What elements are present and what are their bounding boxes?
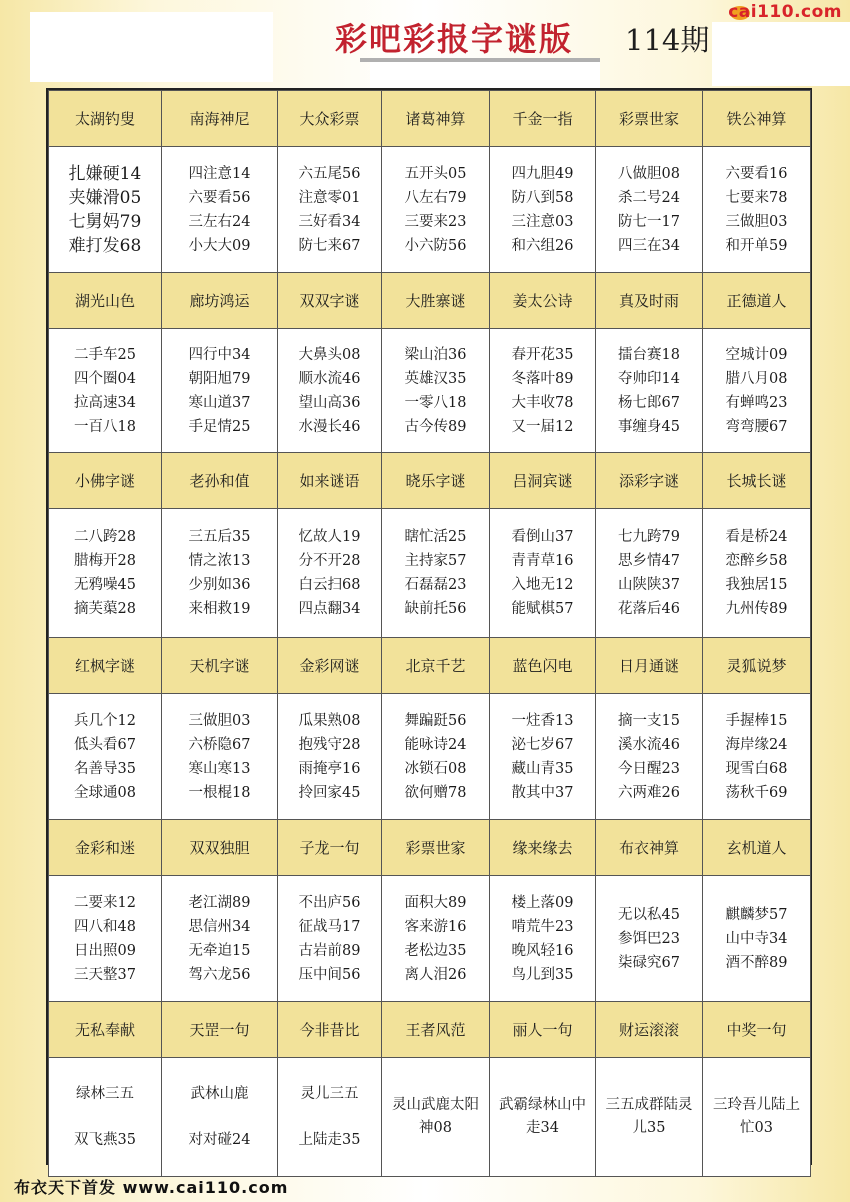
title-underline: [360, 58, 600, 62]
riddle-row: [49, 329, 811, 453]
riddle-cell: [382, 1058, 490, 1177]
header-row: [49, 273, 811, 329]
riddle-line: 三注意03: [511, 213, 574, 230]
riddle-cell: [162, 1058, 278, 1177]
riddle-line: 四个圈04: [74, 370, 136, 387]
riddle-line: 二八跨28: [74, 529, 136, 545]
riddle-line: 石磊磊23: [404, 577, 467, 593]
expert-name-cell: 吕洞宾谜: [490, 453, 596, 509]
riddle-line: 瞎忙活25: [404, 529, 467, 545]
riddle-line: 六两难26: [618, 784, 680, 801]
riddle-line: 走34: [526, 1120, 559, 1136]
riddle-cell: [162, 329, 278, 453]
riddle-line: 一零八18: [404, 394, 467, 411]
riddle-line: 名善导35: [74, 760, 136, 777]
riddle-cell: [490, 1058, 596, 1177]
riddle-cell: [596, 694, 703, 820]
riddle-cell: [490, 694, 596, 820]
riddle-line: 溪水流46: [618, 736, 680, 753]
riddle-line: 水漫长46: [298, 418, 361, 435]
riddle-line: 冬落叶89: [511, 370, 574, 387]
expert-name-cell: 真及时雨: [596, 273, 703, 329]
riddle-cell: [490, 876, 596, 1002]
riddle-line: 大丰收78: [511, 394, 574, 411]
top-right-blank-patch: [712, 22, 850, 86]
riddle-line: 六要看16: [725, 165, 788, 182]
riddle-line: 神08: [419, 1120, 452, 1136]
riddle-line: 朝阳旭79: [188, 370, 251, 387]
riddle-row: [49, 876, 811, 1002]
expert-name-cell: 天罡一句: [162, 1002, 278, 1058]
riddle-line: 夺帅印14: [618, 370, 680, 387]
riddle-row: [49, 1058, 811, 1177]
riddle-line: 瓜果熟08: [298, 712, 361, 729]
riddle-line: 一百八18: [74, 418, 136, 435]
expert-name-cell: 正德道人: [703, 273, 811, 329]
expert-name-cell: 天机字谜: [162, 638, 278, 694]
riddle-row: [49, 694, 811, 820]
riddle-line: 五开头05: [404, 165, 467, 182]
riddle-line: 腊八月08: [725, 370, 788, 387]
riddle-line: 楼上落09: [511, 894, 574, 911]
riddle-line: 夹嫌滑05: [68, 187, 142, 208]
riddle-cell: [596, 1058, 703, 1177]
riddle-cell: [49, 329, 162, 453]
riddle-line: 少别如36: [188, 577, 251, 593]
riddle-line: 无以私45: [618, 906, 680, 923]
riddle-line: 四点翻34: [298, 601, 361, 617]
expert-name-cell: 姜太公诗: [490, 273, 596, 329]
riddle-line: 三左右24: [188, 213, 251, 230]
riddle-line: 腊梅开28: [74, 553, 136, 569]
riddle-line: 武林山鹿: [190, 1086, 249, 1102]
expert-name-cell: 大众彩票: [278, 91, 382, 147]
riddle-line: 顺水流46: [298, 370, 361, 387]
expert-name-cell: 大胜寨谜: [382, 273, 490, 329]
riddle-cell: [596, 509, 703, 638]
riddle-line: 绿林三五: [76, 1086, 134, 1102]
riddle-line: 麒麟梦57: [725, 906, 788, 923]
riddle-line: 青青草16: [511, 553, 574, 569]
expert-name-cell: 小佛字谜: [49, 453, 162, 509]
expert-name-cell: 彩票世家: [596, 91, 703, 147]
issue-number: 114期: [625, 23, 710, 57]
riddle-line: 缺前托56: [404, 601, 467, 617]
riddle-cell: [162, 876, 278, 1002]
page-title: 彩吧彩报字谜版: [335, 20, 574, 58]
riddle-line: 今日醒23: [618, 760, 680, 777]
riddle-cell: [703, 694, 811, 820]
riddle-line: 低头看67: [74, 736, 136, 753]
riddle-line: 忆故人19: [298, 529, 361, 545]
riddle-line: 杀二号24: [618, 189, 680, 206]
riddle-line: 驾六龙56: [188, 966, 251, 983]
riddle-line: 参饵巴23: [618, 930, 680, 947]
riddle-cell: [596, 876, 703, 1002]
riddle-cell: [49, 147, 162, 273]
riddle-line: 客来游16: [404, 918, 467, 935]
riddle-line: 三做胆03: [188, 712, 251, 729]
riddle-line: 难打发68: [68, 235, 142, 256]
riddle-line: 和六组26: [511, 237, 574, 254]
expert-name-cell: 红枫字谜: [49, 638, 162, 694]
expert-name-cell: 廊坊鸿运: [162, 273, 278, 329]
riddle-line: 舞蹁跹56: [404, 712, 467, 729]
riddle-line: 冰锁石08: [404, 760, 467, 777]
riddle-line: 不出庐56: [298, 894, 361, 911]
riddle-line: 海岸缘24: [725, 736, 788, 753]
riddle-line: 无鸦噪45: [74, 577, 136, 593]
riddle-line: 藏山青35: [511, 760, 574, 777]
riddle-line: 二手车25: [74, 346, 136, 363]
riddle-line: 能咏诗24: [404, 736, 467, 753]
expert-name-cell: 添彩字谜: [596, 453, 703, 509]
expert-name-cell: 彩票世家: [382, 820, 490, 876]
expert-name-cell: 子龙一句: [278, 820, 382, 876]
riddle-cell: [382, 876, 490, 1002]
header-row: [49, 453, 811, 509]
expert-name-cell: 玄机道人: [703, 820, 811, 876]
expert-name-cell: 千金一指: [490, 91, 596, 147]
riddle-line: 有蝉鸣23: [725, 394, 788, 411]
riddle-line: 入地无12: [511, 577, 574, 593]
riddle-line: 拉高速34: [74, 394, 136, 411]
expert-name-cell: 丽人一句: [490, 1002, 596, 1058]
expert-name-cell: 缘来缘去: [490, 820, 596, 876]
riddle-cell: [703, 147, 811, 273]
riddle-line: 啃荒牛23: [511, 918, 574, 935]
riddle-line: 现雪白68: [725, 760, 788, 777]
riddle-line: 防七一17: [618, 213, 680, 230]
riddle-line: 空城计09: [725, 346, 788, 363]
riddle-line: 杨七郎67: [618, 394, 680, 411]
riddle-cell: [596, 329, 703, 453]
riddle-cell: [703, 1058, 811, 1177]
riddle-line: 三玲吾儿陆上: [713, 1097, 800, 1113]
riddle-cell: [490, 147, 596, 273]
riddle-cell: [278, 147, 382, 273]
riddle-line: 荡秋千69: [725, 784, 788, 801]
riddle-line: 扎嫌硬14: [68, 163, 142, 184]
riddle-line: 日出照09: [74, 942, 136, 959]
expert-name-cell: 灵狐说梦: [703, 638, 811, 694]
riddle-cell: [703, 329, 811, 453]
riddle-cell: [278, 509, 382, 638]
riddle-line: 防八到58: [511, 189, 574, 206]
riddle-line: 四八和48: [74, 918, 136, 935]
riddle-line: 老松边35: [404, 942, 467, 959]
expert-name-cell: 铁公神算: [703, 91, 811, 147]
riddle-line: 古今传89: [404, 418, 467, 435]
riddle-line: 老江湖89: [188, 894, 251, 911]
riddle-line: 防七来67: [298, 237, 361, 254]
riddle-line: 看是桥24: [725, 529, 788, 545]
riddle-cell: [703, 509, 811, 638]
riddle-line: 注意零01: [298, 189, 361, 206]
riddle-line: 又一届12: [511, 418, 574, 435]
riddle-cell: [162, 147, 278, 273]
riddle-line: 思信州34: [188, 918, 251, 935]
riddle-line: 手足情25: [188, 418, 251, 435]
riddle-line: 三五后35: [188, 529, 251, 545]
expert-name-cell: 北京千艺: [382, 638, 490, 694]
riddle-line: 泌七岁67: [511, 736, 574, 753]
riddle-line: 擂台赛18: [618, 346, 680, 363]
expert-name-cell: 南海神尼: [162, 91, 278, 147]
riddle-line: 和开单59: [725, 237, 788, 254]
riddle-line: 摘一支15: [618, 712, 680, 729]
riddle-line: 抱残守28: [298, 736, 361, 753]
expert-name-cell: 无私奉献: [49, 1002, 162, 1058]
riddle-line: 二要来12: [74, 894, 136, 911]
riddle-line: 灵山武鹿太阳: [392, 1097, 479, 1113]
riddle-line: 三做胆03: [725, 213, 788, 230]
riddle-line: 梁山泊36: [404, 346, 467, 363]
riddle-line: 主持家57: [404, 553, 467, 569]
riddle-line: 兵几个12: [74, 712, 136, 729]
riddle-cell: [49, 876, 162, 1002]
riddle-line: 对对碰24: [188, 1132, 251, 1148]
riddle-line: 小六防56: [404, 237, 467, 254]
riddle-line: 能赋棋57: [511, 601, 574, 617]
riddle-row: [49, 147, 811, 273]
riddle-line: 无牵迫15: [188, 942, 251, 959]
footer-credit: 布衣天下首发 www.cai110.com: [14, 1178, 289, 1197]
riddle-line: 拎回家45: [298, 784, 361, 801]
riddle-cell: [382, 694, 490, 820]
header-row: [49, 820, 811, 876]
riddle-row: [49, 509, 811, 638]
riddle-line: 忙03: [740, 1120, 773, 1136]
header-row: [49, 1002, 811, 1058]
riddle-line: 寒山寒13: [188, 760, 251, 777]
expert-name-cell: 金彩网谜: [278, 638, 382, 694]
riddle-line: 四九胆49: [511, 165, 574, 182]
riddle-line: 六要看56: [188, 189, 251, 206]
riddle-line: 来相救19: [188, 601, 251, 617]
riddle-line: 六五尾56: [298, 165, 361, 182]
riddle-line: 花落后46: [618, 601, 680, 617]
expert-name-cell: 长城长谜: [703, 453, 811, 509]
riddle-line: 三好看34: [298, 213, 361, 230]
riddle-line: 大鼻头08: [298, 346, 361, 363]
riddle-line: 八左右79: [404, 189, 467, 206]
expert-name-cell: 老孙和值: [162, 453, 278, 509]
riddle-cell: [49, 1058, 162, 1177]
riddle-line: 武霸绿林山中: [499, 1097, 586, 1113]
riddle-line: 英雄汉35: [404, 370, 467, 387]
expert-name-cell: 蓝色闪电: [490, 638, 596, 694]
riddle-line: 柒碌究67: [618, 954, 680, 971]
riddle-line: 散其中37: [511, 784, 574, 801]
riddle-line: 九州传89: [725, 601, 788, 617]
riddle-line: 六桥隐67: [188, 736, 251, 753]
riddle-line: 三五成群陆灵: [605, 1097, 693, 1113]
riddle-line: 酒不醉89: [725, 954, 788, 971]
riddle-cell: [703, 876, 811, 1002]
header-row: [49, 91, 811, 147]
riddle-line: 八做胆08: [618, 165, 680, 182]
riddle-line: 儿35: [632, 1120, 666, 1136]
riddle-cell: [382, 509, 490, 638]
expert-name-cell: 湖光山色: [49, 273, 162, 329]
expert-name-cell: 双双字谜: [278, 273, 382, 329]
riddle-line: 春开花35: [511, 346, 574, 363]
riddle-line: 我独居15: [725, 577, 788, 593]
riddle-line: 望山高36: [298, 394, 361, 411]
riddle-line: 摘芙蕖28: [74, 601, 136, 617]
riddle-cell: [278, 1058, 382, 1177]
riddle-cell: [382, 329, 490, 453]
riddle-line: 一根棍18: [188, 784, 251, 801]
riddle-cell: [49, 509, 162, 638]
riddle-grid: [46, 88, 812, 1165]
riddle-line: 古岩前89: [298, 942, 361, 959]
riddle-line: 征战马17: [298, 918, 361, 935]
riddle-line: 事缠身45: [618, 418, 680, 435]
riddle-line: 压中间56: [298, 966, 361, 983]
expert-name-cell: 太湖钓叟: [49, 91, 162, 147]
riddle-cell: [278, 329, 382, 453]
riddle-line: 四注意14: [188, 165, 251, 182]
riddle-cell: [490, 509, 596, 638]
header-row: [49, 638, 811, 694]
riddle-line: 分不开28: [298, 553, 361, 569]
riddle-line: 白云扫68: [298, 577, 361, 593]
expert-name-cell: 诸葛神算: [382, 91, 490, 147]
riddle-line: 三天整37: [74, 966, 136, 983]
riddle-line: 小大大09: [188, 237, 251, 254]
riddle-line: 七要来78: [725, 189, 788, 206]
riddle-table: [48, 90, 811, 1177]
riddle-line: 弯弯腰67: [725, 418, 788, 435]
riddle-cell: [162, 694, 278, 820]
riddle-line: 山陕陕37: [618, 577, 680, 593]
riddle-line: 上陆走35: [298, 1132, 361, 1148]
riddle-line: 情之浓13: [188, 553, 251, 569]
riddle-line: 离人泪26: [404, 966, 467, 983]
riddle-cell: [278, 876, 382, 1002]
riddle-cell: [278, 694, 382, 820]
riddle-line: 双飞燕35: [74, 1132, 136, 1148]
expert-name-cell: 今非昔比: [278, 1002, 382, 1058]
riddle-line: 七舅妈79: [68, 211, 142, 232]
riddle-cell: [382, 147, 490, 273]
riddle-line: 思乡情47: [618, 553, 680, 569]
riddle-line: 山中寺34: [725, 930, 788, 947]
riddle-cell: [162, 509, 278, 638]
riddle-line: 恋醉乡58: [725, 553, 788, 569]
expert-name-cell: 如来谜语: [278, 453, 382, 509]
expert-name-cell: 双双独胆: [162, 820, 278, 876]
riddle-cell: [49, 694, 162, 820]
riddle-line: 灵儿三五: [300, 1086, 359, 1102]
site-logo: cai110.com: [728, 2, 842, 22]
riddle-line: 一炷香13: [511, 712, 574, 729]
riddle-line: 手握棒15: [725, 712, 788, 729]
riddle-line: 全球通08: [74, 784, 136, 801]
expert-name-cell: 日月通谜: [596, 638, 703, 694]
riddle-line: 雨掩亭16: [298, 760, 361, 777]
riddle-line: 看倒山37: [511, 529, 574, 545]
riddle-line: 鸟儿到35: [511, 966, 574, 983]
riddle-line: 四三在34: [618, 237, 680, 254]
riddle-line: 三要来23: [404, 213, 467, 230]
expert-name-cell: 布衣神算: [596, 820, 703, 876]
riddle-line: 四行中34: [188, 346, 251, 363]
riddle-line: 欲何赠78: [404, 784, 467, 801]
riddle-cell: [490, 329, 596, 453]
expert-name-cell: 中奖一句: [703, 1002, 811, 1058]
expert-name-cell: 财运滚滚: [596, 1002, 703, 1058]
riddle-line: 寒山道37: [188, 394, 251, 411]
riddle-line: 七九跨79: [618, 529, 680, 545]
top-left-blank-patch: [30, 12, 273, 82]
expert-name-cell: 王者风范: [382, 1002, 490, 1058]
riddle-line: 面积大89: [404, 894, 467, 911]
expert-name-cell: 金彩和迷: [49, 820, 162, 876]
riddle-line: 晚风轻16: [511, 942, 574, 959]
expert-name-cell: 晓乐字谜: [382, 453, 490, 509]
riddle-cell: [596, 147, 703, 273]
